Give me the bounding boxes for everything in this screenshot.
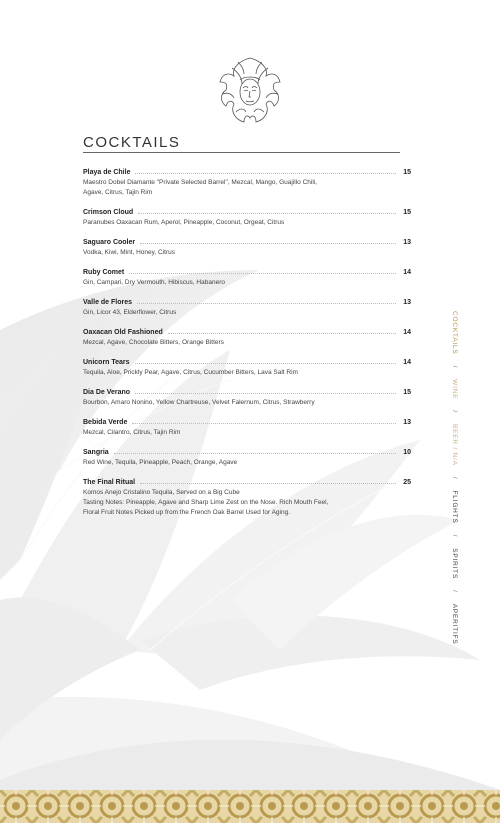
nav-item-spirits[interactable]: SPIRITS [451, 548, 458, 580]
item-name: Ruby Comet [83, 269, 125, 276]
item-name: Unicorn Tears [83, 359, 130, 366]
item-price: 13 [403, 299, 411, 306]
description-line: Mezcal, Cilantro, Citrus, Tajin Rim [83, 429, 181, 436]
item-name: Oaxacan Old Fashioned [83, 329, 163, 336]
menu-item [83, 237, 411, 258]
leader-dots [135, 387, 396, 394]
item-price: 14 [403, 269, 411, 276]
menu-item [83, 207, 411, 228]
description-line: Mezcal, Agave, Chocolate Bitters, Orange Bitters [83, 339, 224, 346]
item-price: 25 [403, 479, 411, 486]
item-price: 14 [403, 329, 411, 336]
nav-item-wine[interactable]: WINE [451, 379, 458, 400]
item-price: 14 [403, 359, 411, 366]
nav-item-cocktails[interactable]: COCKTAILS [451, 311, 458, 355]
face-with-leaves-emblem-icon [214, 54, 286, 126]
item-name: Dia De Verano [83, 389, 131, 396]
item-description [83, 308, 373, 318]
nav-separator: / [451, 590, 458, 593]
item-name: Valle de Flores [83, 299, 133, 306]
item-price: 13 [403, 419, 411, 426]
description-line: Vodka, Kiwi, Mint, Honey, Citrus [83, 249, 175, 256]
leader-dots [135, 357, 396, 364]
item-description [83, 368, 373, 378]
description-line: Agave, Citrus, Tajin Rim [83, 189, 153, 196]
item-description [83, 488, 373, 518]
item-name: Playa de Chile [83, 169, 131, 176]
item-name: Saguaro Cooler [83, 239, 136, 246]
nav-item-beer-na[interactable]: BEER / N/A [451, 423, 458, 466]
description-line: Gin, Campari, Dry Vermouth, Hibiscus, Habanero [83, 279, 225, 286]
description-line: Red Wine, Tequila, Pineapple, Peach, Orange, Agave [83, 459, 238, 466]
nav-item-flights[interactable]: FLIGHTS [451, 490, 458, 524]
item-description [83, 278, 373, 288]
leader-dots [114, 447, 396, 454]
item-description [83, 218, 373, 228]
item-description [83, 428, 373, 438]
item-description [83, 248, 373, 258]
menu-item [83, 387, 411, 408]
description-line: Komos Anejo Cristalino Tequila, Served on a Big Cube [83, 489, 240, 496]
menu-item [83, 167, 411, 198]
nav-separator: / [451, 365, 458, 369]
leader-dots [138, 207, 396, 214]
item-price: 10 [403, 449, 411, 456]
menu-item [83, 447, 411, 468]
description-line: Tasting Notes: Pineapple, Agave and Sharp Lime Zest on the Nose. Rich Mouth Feel, [83, 499, 329, 506]
description-line: Tequila, Aloe, Prickly Pear, Agave, Citrus, Cucumber Bitters, Lava Salt Rim [83, 369, 298, 376]
item-name: Sangria [83, 449, 109, 456]
section-nav [451, 311, 463, 645]
leader-dots [137, 297, 396, 304]
item-name: Bebida Verde [83, 419, 128, 426]
description-line: Gin, Licor 43, Elderflower, Citrus [83, 309, 177, 316]
menu-item [83, 267, 411, 288]
item-price: 15 [403, 389, 411, 396]
item-price: 15 [403, 209, 411, 216]
item-price: 15 [403, 169, 411, 176]
section-title: COCKTAILS [83, 134, 181, 151]
item-description [83, 338, 373, 348]
nav-separator: / [451, 534, 458, 538]
item-description [83, 458, 373, 468]
leader-dots [140, 237, 396, 244]
menu-item [83, 327, 411, 348]
item-description [83, 398, 373, 408]
nav-separator: / [451, 476, 458, 480]
description-line: Floral Fruit Notes Picked up from the French Oak Barrel Used for Aging. [83, 509, 291, 516]
leader-dots [135, 167, 396, 174]
title-divider [83, 152, 400, 153]
nav-item-aperitifs[interactable]: APERITIFS [451, 603, 458, 645]
leader-dots [132, 417, 396, 424]
nav-separator: / [451, 410, 458, 413]
menu-item [83, 297, 411, 318]
item-name: The Final Ritual [83, 479, 136, 486]
item-name: Crimson Cloud [83, 209, 134, 216]
description-line: Paranubes Oaxacan Rum, Aperol, Pineapple, Coconut, Orgeat, Citrus [83, 219, 285, 226]
leader-dots [140, 477, 396, 484]
menu-item [83, 417, 411, 438]
cocktail-menu [83, 167, 411, 527]
gold-tile-pattern [0, 790, 500, 823]
item-price: 13 [403, 239, 411, 246]
menu-item [83, 357, 411, 378]
menu-item [83, 477, 411, 518]
description-line: Bourbon, Amaro Nonino, Yellow Chartreuse, Velvet Falernum, Citrus, Strawberry [83, 399, 315, 406]
leader-dots [168, 327, 396, 334]
leader-dots [129, 267, 396, 274]
description-line: Maestro Dobel Diamante "Private Selected Barrel", Mezcal, Mango, Guajillo Chili, [83, 179, 318, 186]
item-description [83, 178, 373, 198]
